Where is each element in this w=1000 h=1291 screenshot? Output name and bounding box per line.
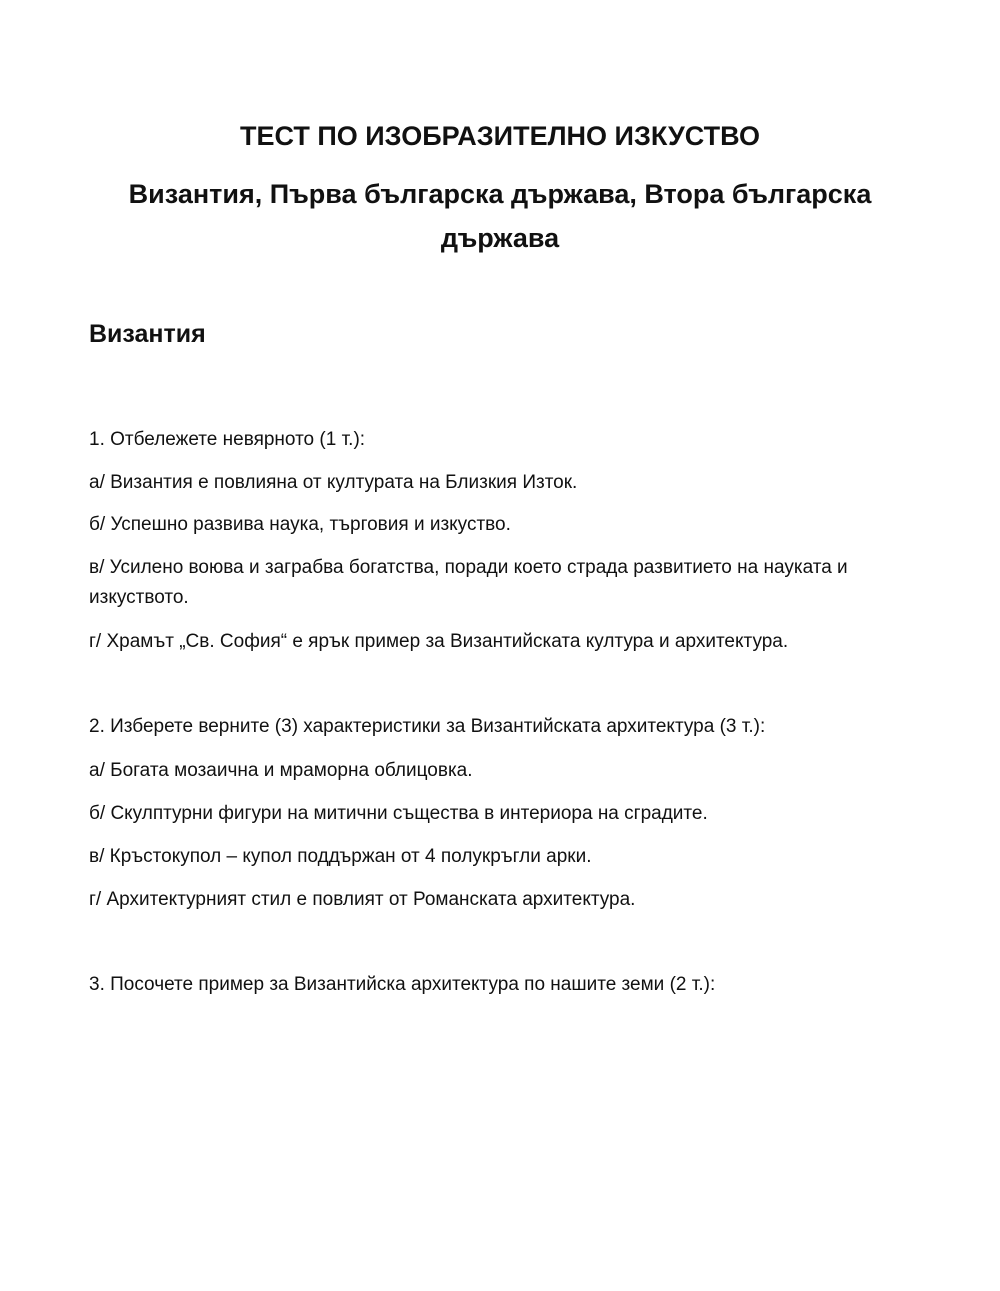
question-2-option-b: б/ Скулптурни фигури на митични същества в интериора на сградите. — [89, 803, 708, 824]
question-1-option-c: в/ Усилено воюва и заграбва богатства, поради което страда развитието на науката и изкуството. — [89, 557, 848, 608]
question-2-option-c: в/ Кръстокупол – купол поддържан от 4 полукръгли арки. — [89, 846, 592, 867]
question-1-option-a: а/ Византия е повлияна от културата на Близкия Изток. — [89, 472, 578, 493]
question-3-prompt: 3. Посочете пример за Византийска архитектура по нашите земи (2 т.): — [89, 974, 716, 995]
question-2-option-a: а/ Богата мозаична и мраморна облицовка. — [89, 760, 473, 781]
question-2-prompt: 2. Изберете верните (3) характеристики за Византийската архитектура (3 т.): — [89, 716, 766, 737]
document-subtitle: Византия, Първа българска държава, Втора българска държава — [128, 179, 872, 253]
document-title: ТЕСТ ПО ИЗОБРАЗИТЕЛНО ИЗКУСТВО — [240, 121, 760, 151]
question-2-option-d: г/ Архитектурният стил е повлият от Романската архитектура. — [89, 889, 636, 910]
question-1-prompt: 1. Отбележете невярното (1 т.): — [89, 429, 366, 450]
question-1-option-b: б/ Успешно развива наука, търговия и изкуство. — [89, 514, 511, 535]
section-heading: Византия — [89, 320, 206, 348]
question-1-option-d: г/ Храмът „Св. София“ е ярък пример за Византийската култура и архитектура. — [89, 631, 789, 652]
